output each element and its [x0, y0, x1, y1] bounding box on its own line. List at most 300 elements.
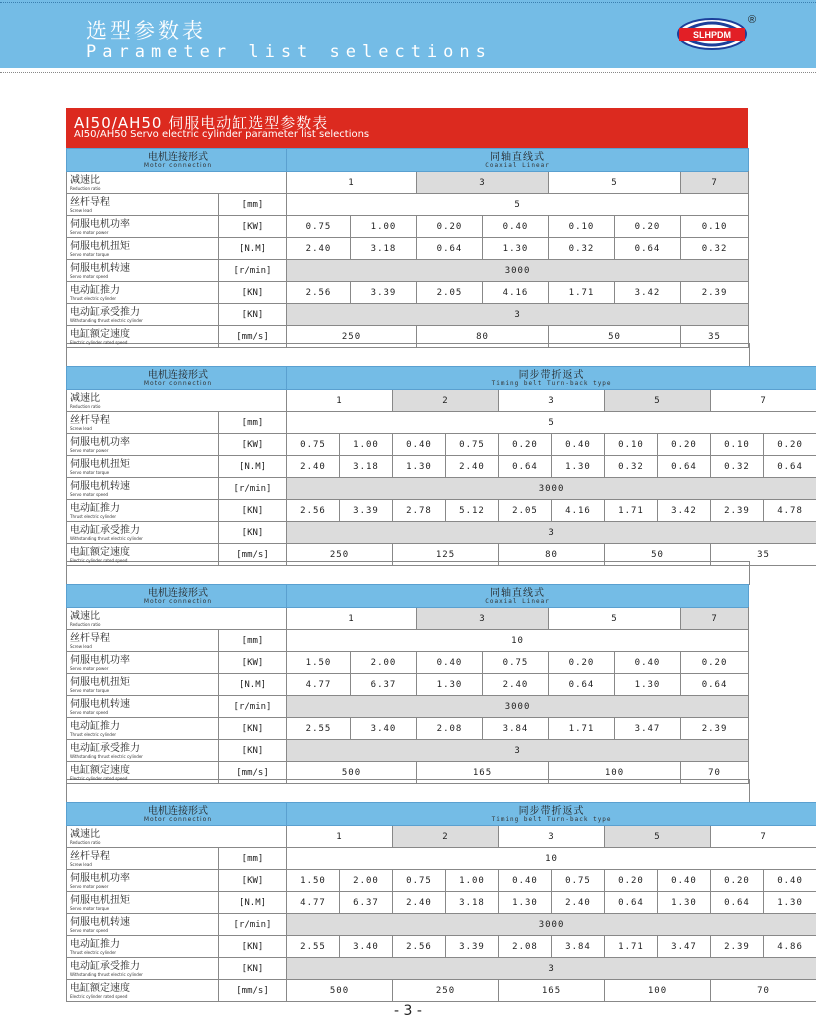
unit-withstand: [KN]	[219, 958, 287, 980]
rated-speed-cell: 50	[605, 544, 711, 566]
header-title-cn: 选型参数表	[86, 19, 206, 43]
ratio-cell: 7	[711, 390, 816, 412]
power-cell: 1.00	[351, 216, 417, 238]
table-row	[67, 914, 816, 936]
label-lead-en: Screw lead	[70, 643, 92, 649]
thrust-cell: 2.05	[417, 282, 483, 304]
torque-cell: 1.30	[499, 892, 552, 914]
label-withstand-en: Withstanding thrust electric cylinder	[70, 535, 143, 541]
label-thrust	[67, 936, 219, 958]
thrust-cell: 3.39	[446, 936, 499, 958]
power-cell: 0.20	[658, 434, 711, 456]
doc-title-bar	[66, 108, 748, 148]
torque-cell: 1.30	[393, 456, 446, 478]
torque-cell: 6.37	[351, 674, 417, 696]
power-cell: 0.20	[549, 652, 615, 674]
connection-type-cn: 同轴直线式	[490, 587, 546, 599]
ratio-cell: 7	[681, 172, 749, 194]
label-power-cn: 伺服电机功率	[70, 872, 130, 884]
table-row	[67, 478, 816, 500]
withstand-cell: 3	[287, 740, 749, 762]
unit-thrust: [KN]	[219, 500, 287, 522]
label-power-en: Servo motor power	[70, 447, 109, 453]
label-speed-cn: 伺服电机转速	[70, 916, 130, 928]
power-cell: 0.20	[417, 216, 483, 238]
label-withstand-cn: 电动缸承受推力	[70, 306, 140, 318]
ratio-cell: 1	[287, 608, 417, 630]
power-cell: 0.40	[552, 434, 605, 456]
power-cell: 0.40	[658, 870, 711, 892]
table-row	[67, 630, 749, 652]
label-lead-en: Screw lead	[70, 861, 92, 867]
header-top-dotline	[0, 2, 816, 3]
thrust-cell: 3.47	[615, 718, 681, 740]
label-speed	[67, 260, 219, 282]
ratio-cell: 7	[681, 608, 749, 630]
torque-cell: 0.64	[764, 456, 816, 478]
label-withstand	[67, 304, 219, 326]
ratio-cell: 5	[549, 172, 681, 194]
power-cell: 0.20	[764, 434, 816, 456]
table-row	[67, 892, 816, 914]
doc-title-cn: AI50/AH50 伺服电动缸选型参数表	[74, 114, 329, 132]
torque-cell: 2.40	[483, 674, 549, 696]
withstand-cell: 3	[287, 304, 749, 326]
label-speed-en: Servo motor speed	[70, 927, 109, 933]
label-motor_conn	[67, 367, 287, 390]
label-withstand	[67, 958, 219, 980]
label-torque-cn: 伺服电机扭矩	[70, 894, 130, 906]
table-row	[67, 762, 749, 784]
rated-speed-cell: 250	[287, 326, 417, 348]
connection-type	[287, 149, 749, 172]
label-motor_conn-en: Motor connection	[143, 815, 213, 823]
label-thrust	[67, 718, 219, 740]
header-bottom-dotline	[0, 72, 816, 73]
power-cell: 0.40	[615, 652, 681, 674]
table-row	[67, 456, 816, 478]
speed-cell: 3000	[287, 478, 816, 500]
label-motor_conn-cn: 电机连接形式	[148, 587, 208, 599]
doc-title-en: AI50/AH50 Servo electric cylinder parameter list selections	[74, 129, 370, 140]
torque-cell: 2.40	[393, 892, 446, 914]
lead-cell: 5	[287, 194, 749, 216]
rated-speed-cell: 50	[549, 326, 681, 348]
table-row	[67, 696, 749, 718]
torque-cell: 0.64	[658, 456, 711, 478]
torque-cell: 2.40	[446, 456, 499, 478]
label-thrust-en: Thrust electric cylinder	[70, 513, 117, 519]
thrust-cell: 3.84	[552, 936, 605, 958]
ratio-cell: 3	[417, 608, 549, 630]
torque-cell: 0.32	[681, 238, 749, 260]
rated-speed-cell: 250	[393, 980, 499, 1002]
thrust-cell: 3.47	[658, 936, 711, 958]
thrust-cell: 3.40	[351, 718, 417, 740]
table-row	[67, 826, 816, 848]
thrust-cell: 2.05	[499, 500, 552, 522]
connection-type	[287, 367, 816, 390]
torque-cell: 0.64	[605, 892, 658, 914]
label-torque-en: Servo motor torque	[70, 251, 110, 257]
label-withstand-en: Withstanding thrust electric cylinder	[70, 971, 143, 977]
power-cell: 2.00	[340, 870, 393, 892]
torque-cell: 0.64	[417, 238, 483, 260]
thrust-cell: 4.16	[552, 500, 605, 522]
thrust-cell: 3.40	[340, 936, 393, 958]
label-speed-en: Servo motor speed	[70, 491, 109, 497]
thrust-cell: 1.71	[549, 282, 615, 304]
torque-cell: 3.18	[446, 892, 499, 914]
label-power-en: Servo motor power	[70, 883, 109, 889]
withstand-cell: 3	[287, 958, 816, 980]
label-speed-en: Servo motor speed	[70, 273, 109, 279]
thrust-cell: 3.42	[658, 500, 711, 522]
label-ratio-cn: 减速比	[70, 174, 100, 186]
table-header-row	[67, 367, 816, 390]
speed-cell: 3000	[287, 260, 749, 282]
thrust-cell: 3.42	[615, 282, 681, 304]
label-torque-cn: 伺服电机扭矩	[70, 240, 130, 252]
thrust-cell: 2.39	[681, 718, 749, 740]
lead-cell: 5	[287, 412, 816, 434]
power-cell: 0.10	[711, 434, 764, 456]
label-rated-cn: 电缸额定速度	[70, 982, 130, 994]
unit-rated: [mm/s]	[219, 762, 287, 784]
table-row	[67, 194, 749, 216]
torque-cell: 1.30	[658, 892, 711, 914]
unit-lead: [mm]	[219, 630, 287, 652]
label-ratio	[67, 390, 287, 412]
unit-lead: [mm]	[219, 412, 287, 434]
unit-torque: [N.M]	[219, 456, 287, 478]
power-cell: 0.75	[446, 434, 499, 456]
table-row	[67, 652, 749, 674]
label-lead-cn: 丝杆导程	[70, 850, 110, 862]
speed-cell: 3000	[287, 914, 816, 936]
power-cell: 0.20	[681, 652, 749, 674]
label-lead	[67, 630, 219, 652]
label-thrust	[67, 500, 219, 522]
power-cell: 0.75	[393, 870, 446, 892]
page-header	[0, 0, 816, 68]
torque-cell: 0.32	[711, 456, 764, 478]
label-thrust-cn: 电动缸推力	[70, 502, 120, 514]
label-torque-en: Servo motor torque	[70, 687, 110, 693]
power-cell: 0.20	[615, 216, 681, 238]
label-rated-en: Electric cylinder rated speed	[70, 339, 128, 345]
thrust-cell: 2.55	[287, 936, 340, 958]
label-withstand-cn: 电动缸承受推力	[70, 742, 140, 754]
table-row	[67, 260, 749, 282]
connection-type-en: Coaxial Linear	[485, 597, 550, 605]
connection-type-cn: 同步带折返式	[518, 369, 585, 381]
connection-type-en: Coaxial Linear	[485, 161, 550, 169]
thrust-cell: 5.12	[446, 500, 499, 522]
connection-type	[287, 803, 816, 826]
torque-cell: 4.77	[287, 892, 340, 914]
torque-cell: 0.64	[499, 456, 552, 478]
parameter-table	[66, 148, 749, 348]
ratio-cell: 1	[287, 390, 393, 412]
label-thrust	[67, 282, 219, 304]
thrust-cell: 1.71	[549, 718, 615, 740]
label-speed	[67, 478, 219, 500]
label-ratio-cn: 减速比	[70, 392, 100, 404]
svg-text:SLHPDM: SLHPDM	[693, 30, 731, 40]
table-header-row	[67, 149, 749, 172]
ratio-cell: 3	[417, 172, 549, 194]
withstand-cell: 3	[287, 522, 816, 544]
torque-cell: 1.30	[615, 674, 681, 696]
slhpdm-logo	[676, 12, 760, 52]
table-row	[67, 390, 816, 412]
label-torque	[67, 892, 219, 914]
label-withstand-en: Withstanding thrust electric cylinder	[70, 753, 143, 759]
label-torque	[67, 674, 219, 696]
table-row	[67, 282, 749, 304]
label-rated	[67, 544, 219, 566]
unit-torque: [N.M]	[219, 892, 287, 914]
ratio-cell: 5	[605, 390, 711, 412]
label-withstand-cn: 电动缸承受推力	[70, 524, 140, 536]
torque-cell: 0.64	[549, 674, 615, 696]
label-power	[67, 870, 219, 892]
torque-cell: 3.18	[340, 456, 393, 478]
label-power-cn: 伺服电机功率	[70, 218, 130, 230]
power-cell: 0.40	[483, 216, 549, 238]
rated-speed-cell: 80	[499, 544, 605, 566]
label-ratio-en: Reduction ratio	[70, 621, 101, 627]
label-thrust-en: Thrust electric cylinder	[70, 949, 117, 955]
rated-speed-cell: 100	[549, 762, 681, 784]
table-row	[67, 870, 816, 892]
torque-cell: 0.32	[549, 238, 615, 260]
ratio-cell: 2	[393, 826, 499, 848]
torque-cell: 1.30	[552, 456, 605, 478]
label-motor_conn	[67, 149, 287, 172]
torque-cell: 1.30	[417, 674, 483, 696]
unit-speed: [r/min]	[219, 914, 287, 936]
table-row	[67, 608, 749, 630]
label-power-cn: 伺服电机功率	[70, 436, 130, 448]
lead-cell: 10	[287, 630, 749, 652]
label-power-en: Servo motor power	[70, 665, 109, 671]
label-motor_conn-en: Motor connection	[143, 161, 213, 169]
table-row	[67, 500, 816, 522]
torque-cell: 0.64	[615, 238, 681, 260]
unit-withstand: [KN]	[219, 740, 287, 762]
table-row	[67, 958, 816, 980]
ratio-cell: 5	[605, 826, 711, 848]
unit-speed: [r/min]	[219, 478, 287, 500]
label-rated-cn: 电缸额定速度	[70, 328, 130, 340]
rated-speed-cell: 70	[681, 762, 749, 784]
label-speed-cn: 伺服电机转速	[70, 698, 130, 710]
table-row	[67, 216, 749, 238]
label-power	[67, 434, 219, 456]
unit-power: [KW]	[219, 216, 287, 238]
thrust-cell: 1.71	[605, 500, 658, 522]
unit-rated: [mm/s]	[219, 544, 287, 566]
parameter-table	[66, 584, 749, 784]
thrust-cell: 2.08	[499, 936, 552, 958]
table-row	[67, 326, 749, 348]
table-header-row	[67, 803, 816, 826]
torque-cell: 1.30	[764, 892, 816, 914]
unit-lead: [mm]	[219, 194, 287, 216]
label-rated-en: Electric cylinder rated speed	[70, 557, 128, 563]
rated-speed-cell: 500	[287, 980, 393, 1002]
rated-speed-cell: 35	[711, 544, 816, 566]
connection-type	[287, 585, 749, 608]
table-row	[67, 522, 816, 544]
label-lead-cn: 丝杆导程	[70, 196, 110, 208]
label-motor_conn-en: Motor connection	[143, 597, 213, 605]
unit-torque: [N.M]	[219, 674, 287, 696]
label-rated-cn: 电缸额定速度	[70, 764, 130, 776]
rated-speed-cell: 70	[711, 980, 816, 1002]
label-power	[67, 652, 219, 674]
unit-power: [KW]	[219, 652, 287, 674]
unit-thrust: [KN]	[219, 936, 287, 958]
thrust-cell: 2.39	[711, 500, 764, 522]
label-rated-en: Electric cylinder rated speed	[70, 775, 128, 781]
ratio-cell: 1	[287, 172, 417, 194]
label-ratio-en: Reduction ratio	[70, 403, 101, 409]
rated-speed-cell: 80	[417, 326, 549, 348]
label-torque-cn: 伺服电机扭矩	[70, 458, 130, 470]
table-row	[67, 718, 749, 740]
label-torque-en: Servo motor torque	[70, 469, 110, 475]
torque-cell: 6.37	[340, 892, 393, 914]
torque-cell: 1.30	[483, 238, 549, 260]
power-cell: 1.00	[340, 434, 393, 456]
thrust-cell: 2.56	[287, 282, 351, 304]
speed-cell: 3000	[287, 696, 749, 718]
power-cell: 0.40	[764, 870, 816, 892]
label-lead-cn: 丝杆导程	[70, 414, 110, 426]
unit-lead: [mm]	[219, 848, 287, 870]
label-lead-en: Screw lead	[70, 425, 92, 431]
power-cell: 0.20	[605, 870, 658, 892]
label-rated	[67, 326, 219, 348]
parameter-table	[66, 802, 816, 1002]
label-power-cn: 伺服电机功率	[70, 654, 130, 666]
power-cell: 0.40	[417, 652, 483, 674]
unit-rated: [mm/s]	[219, 326, 287, 348]
power-cell: 0.40	[499, 870, 552, 892]
label-ratio-en: Reduction ratio	[70, 185, 101, 191]
unit-torque: [N.M]	[219, 238, 287, 260]
power-cell: 2.00	[351, 652, 417, 674]
label-ratio-cn: 减速比	[70, 610, 100, 622]
thrust-cell: 2.55	[287, 718, 351, 740]
rated-speed-cell: 100	[605, 980, 711, 1002]
ratio-cell: 5	[549, 608, 681, 630]
thrust-cell: 3.39	[351, 282, 417, 304]
thrust-cell: 3.39	[340, 500, 393, 522]
torque-cell: 4.77	[287, 674, 351, 696]
label-thrust-cn: 电动缸推力	[70, 284, 120, 296]
label-power-en: Servo motor power	[70, 229, 109, 235]
label-motor_conn-en: Motor connection	[143, 379, 213, 387]
table-header-row	[67, 585, 749, 608]
label-withstand-en: Withstanding thrust electric cylinder	[70, 317, 143, 323]
thrust-cell: 4.86	[764, 936, 816, 958]
torque-cell: 2.40	[287, 238, 351, 260]
label-thrust-en: Thrust electric cylinder	[70, 295, 117, 301]
power-cell: 1.50	[287, 870, 340, 892]
rated-speed-cell: 35	[681, 326, 749, 348]
torque-cell: 0.64	[711, 892, 764, 914]
thrust-cell: 3.84	[483, 718, 549, 740]
rated-speed-cell: 500	[287, 762, 417, 784]
thrust-cell: 4.78	[764, 500, 816, 522]
thrust-cell: 2.39	[711, 936, 764, 958]
rated-speed-cell: 165	[499, 980, 605, 1002]
label-ratio	[67, 826, 287, 848]
unit-rated: [mm/s]	[219, 980, 287, 1002]
table-row	[67, 434, 816, 456]
power-cell: 0.20	[499, 434, 552, 456]
connection-type-en: Timing belt Turn-back type	[491, 815, 612, 823]
table-row	[67, 304, 749, 326]
power-cell: 0.75	[287, 216, 351, 238]
torque-cell: 0.32	[605, 456, 658, 478]
power-cell: 0.20	[711, 870, 764, 892]
label-torque-cn: 伺服电机扭矩	[70, 676, 130, 688]
label-motor_conn-cn: 电机连接形式	[148, 369, 208, 381]
power-cell: 0.75	[287, 434, 340, 456]
thrust-cell: 4.16	[483, 282, 549, 304]
label-lead	[67, 848, 219, 870]
table-row	[67, 238, 749, 260]
page-number: - 3 -	[394, 1003, 422, 1019]
label-motor_conn-cn: 电机连接形式	[148, 805, 208, 817]
label-ratio	[67, 608, 287, 630]
label-lead-cn: 丝杆导程	[70, 632, 110, 644]
label-lead-en: Screw lead	[70, 207, 92, 213]
parameter-table	[66, 366, 816, 566]
power-cell: 0.10	[605, 434, 658, 456]
label-rated-cn: 电缸额定速度	[70, 546, 130, 558]
connection-type-en: Timing belt Turn-back type	[491, 379, 612, 387]
label-torque	[67, 456, 219, 478]
label-power	[67, 216, 219, 238]
ratio-cell: 3	[499, 390, 605, 412]
ratio-cell: 3	[499, 826, 605, 848]
label-ratio-en: Reduction ratio	[70, 839, 101, 845]
thrust-cell: 1.71	[605, 936, 658, 958]
table-row	[67, 544, 816, 566]
label-thrust-en: Thrust electric cylinder	[70, 731, 117, 737]
label-ratio	[67, 172, 287, 194]
torque-cell: 0.64	[681, 674, 749, 696]
torque-cell: 2.40	[287, 456, 340, 478]
label-speed	[67, 696, 219, 718]
ratio-cell: 2	[393, 390, 499, 412]
label-motor_conn-cn: 电机连接形式	[148, 151, 208, 163]
header-title-en: Parameter list selections	[86, 42, 492, 62]
label-torque	[67, 238, 219, 260]
ratio-cell: 1	[287, 826, 393, 848]
connection-type-cn: 同轴直线式	[490, 151, 546, 163]
label-speed-cn: 伺服电机转速	[70, 262, 130, 274]
rated-speed-cell: 165	[417, 762, 549, 784]
thrust-cell: 2.08	[417, 718, 483, 740]
torque-cell: 2.40	[552, 892, 605, 914]
